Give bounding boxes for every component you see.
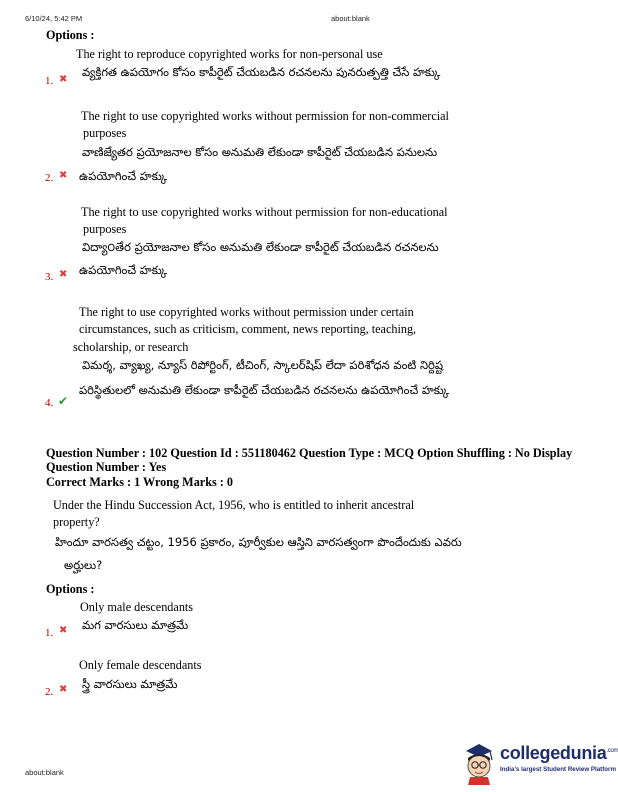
option-4-english-line3: scholarship, or research (73, 340, 189, 354)
wrong-mark-icon: ✖ (59, 74, 68, 85)
option-3-english-line1: The right to use copyrighted works without permission for non-educational (81, 205, 448, 219)
options-label: Options : (46, 28, 95, 42)
q102-option-2-number: 2. (45, 686, 54, 698)
wrong-mark-icon: ✖ (59, 625, 68, 636)
q102-option-2-english: Only female descendants (79, 658, 202, 672)
question-telugu-line1: హిందూ వారసత్వ చట్టం, 1956 ప్రకారం, పూర్వీకుల ఆస్తిని వారసత్వంగా పొందేందుకు ఎవరు (55, 535, 462, 549)
question-meta-line2: Question Number : Yes (46, 460, 167, 474)
question-telugu-line2: అర్హులు? (64, 558, 103, 572)
question-english-line1: Under the Hindu Succession Act, 1956, who is entitled to inherit ancestral (53, 498, 415, 512)
wrong-mark-icon: ✖ (59, 269, 68, 280)
correct-mark-icon: ✔ (58, 394, 69, 408)
option-4-english-line1: The right to use copyrighted works without permission under certain (79, 305, 414, 319)
logo-wordmark: collegedunia$^{.com}$ (500, 743, 618, 763)
print-datetime: 6/10/24, 5:42 PM (25, 14, 83, 23)
q102-option-2-telugu: స్త్రీ వారసులు మాత్రమే (82, 677, 178, 691)
option-1-english: The right to reproduce copyrighted works for non-personal use (76, 47, 383, 61)
option-2-english-line1: The right to use copyrighted works without permission for non-commercial (81, 109, 449, 123)
q102-option-1-telugu: మగ వారసులు మాత్రమే (82, 618, 189, 632)
logo-tagline: India's largest Student Review Platform (500, 766, 616, 773)
print-footer-url: about:blank (25, 768, 64, 777)
option-4-telugu-line2: పరిస్థితులలో అనుమతి లేకుండా కాపీరైట్ చేయబడిన రచనలను ఉపయోగించే హక్కు (79, 383, 450, 397)
collegedunia-logo (462, 741, 618, 791)
question-english-line2: property? (53, 515, 100, 529)
option-1-number: 1. (45, 75, 54, 87)
option-1-telugu: వ్యక్తిగత ఉపయోగం కోసం కాపీరైట్ చేయబడిన రచనలను పునరుత్పత్తి చేసే హక్కు (82, 65, 441, 79)
option-2-english-line2: purposes (83, 126, 127, 140)
option-3-english-line2: purposes (83, 222, 127, 236)
wrong-mark-icon: ✖ (59, 684, 68, 695)
option-3-telugu-line2: ఉపయోగించే హక్కు (79, 263, 168, 277)
option-3-number: 3. (45, 271, 54, 283)
options-label: Options : (46, 582, 95, 596)
option-4-english-line2: circumstances, such as criticism, comment, news reporting, teaching, (79, 322, 417, 336)
mascot-icon (462, 741, 496, 785)
question-meta-line1: Question Number : 102 Question Id : 551180462 Question Type : MCQ Option Shuffling : No Display (46, 446, 573, 460)
option-2-telugu-line1: వాణిజ్యేతర ప్రయోజనాల కోసం అనుమతి లేకుండా కాపీరైట్ చేయబడిన పనులను (82, 145, 438, 159)
print-page-title: about:blank (331, 14, 370, 23)
option-2-number: 2. (45, 172, 54, 184)
option-4-number: 4. (45, 397, 54, 409)
q102-option-1-number: 1. (45, 627, 54, 639)
question-marks: Correct Marks : 1 Wrong Marks : 0 (46, 475, 233, 489)
option-2-telugu-line2: ఉపయోగించే హక్కు (79, 169, 168, 183)
wrong-mark-icon: ✖ (59, 170, 68, 181)
option-4-telugu-line1: విమర్శ, వ్యాఖ్య, న్యూస్ రిపోర్టింగ్, టీచింగ్, స్కాలర్‌షిప్ లేదా పరిశోధన వంటి నిర్దిష్ట (82, 358, 444, 372)
option-3-telugu-line1: విద్యా౦తేర ప్రయోజనాల కోసం అనుమతి లేకుండా కాపీరైట్ చేయబడిన రచనలను (82, 240, 439, 254)
q102-option-1-english: Only male descendants (80, 600, 194, 614)
